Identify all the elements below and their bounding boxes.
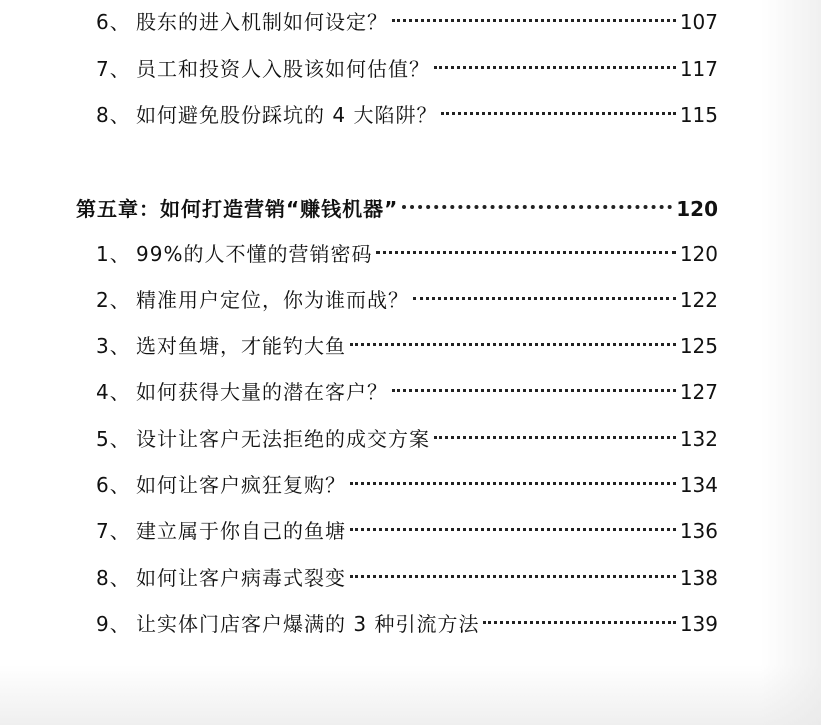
toc-entry[interactable] (96, 99, 718, 128)
entry-number: 4、 (96, 380, 131, 404)
entry-number: 8、 (96, 103, 131, 127)
entry-title: 99%的人不懂的营销密码 (136, 242, 373, 266)
entry-title: 让实体门店客户爆满的 3 种引流方法 (136, 612, 480, 636)
toc-entry[interactable] (96, 53, 718, 82)
toc-entry[interactable] (96, 330, 718, 359)
toc-entry[interactable] (96, 608, 718, 637)
entry-title: 精准用户定位，你为谁而战？ (136, 288, 409, 312)
dot-leader (434, 436, 676, 439)
entry-page-number: 125 (679, 334, 718, 358)
dot-leader (402, 205, 672, 209)
entry-number: 7、 (96, 57, 131, 81)
entry-number: 6、 (96, 10, 131, 34)
toc-entry[interactable] (96, 284, 718, 313)
chapter-title: 第五章：如何打造营销“赚钱机器” (76, 197, 399, 221)
entry-number: 8、 (96, 566, 131, 590)
toc-entry[interactable] (96, 469, 718, 498)
entry-number: 1、 (96, 242, 131, 266)
entry-number: 5、 (96, 427, 131, 451)
entry-page-number: 122 (679, 288, 718, 312)
toc-entry[interactable] (96, 562, 718, 591)
toc-entry[interactable] (96, 238, 718, 267)
entry-title: 如何获得大量的潜在客户？ (136, 380, 388, 404)
entry-number: 6、 (96, 473, 131, 497)
chapter-heading[interactable] (76, 193, 718, 222)
entry-number: 9、 (96, 612, 131, 636)
entry-title: 如何避免股份踩坑的 4 大陷阱？ (136, 103, 438, 127)
dot-leader (350, 528, 676, 531)
toc-entry[interactable] (96, 376, 718, 405)
entry-page-number: 117 (679, 57, 718, 81)
entry-page-number: 138 (679, 566, 718, 590)
dot-leader (350, 575, 676, 578)
entry-title: 股东的进入机制如何设定？ (136, 10, 388, 34)
chapter-page-number: 120 (676, 197, 718, 221)
entry-page-number: 132 (679, 427, 718, 451)
entry-page-number: 120 (679, 242, 718, 266)
toc-entry[interactable] (96, 515, 718, 544)
entry-title: 选对鱼塘，才能钓大鱼 (136, 334, 346, 358)
dot-leader (434, 66, 676, 69)
entry-number: 2、 (96, 288, 131, 312)
entry-page-number: 127 (679, 380, 718, 404)
dot-leader (350, 482, 676, 485)
page-bottom-shadow (0, 665, 821, 725)
entry-title: 如何让客户病毒式裂变 (136, 566, 346, 590)
entry-page-number: 136 (679, 519, 718, 543)
toc-entry[interactable] (96, 423, 718, 452)
dot-leader (376, 251, 675, 254)
entry-title: 员工和投资人入股该如何估值？ (136, 57, 430, 81)
entry-number: 7、 (96, 519, 131, 543)
entry-page-number: 115 (679, 103, 718, 127)
dot-leader (392, 19, 676, 22)
dot-leader (441, 112, 675, 115)
toc-entry[interactable] (96, 6, 718, 35)
dot-leader (413, 297, 676, 300)
dot-leader (483, 621, 675, 624)
entry-number: 3、 (96, 334, 131, 358)
entry-title: 设计让客户无法拒绝的成交方案 (136, 427, 430, 451)
entry-title: 建立属于你自己的鱼塘 (136, 519, 346, 543)
entry-page-number: 139 (679, 612, 718, 636)
entry-title: 如何让客户疯狂复购？ (136, 473, 346, 497)
page-edge-shadow (761, 0, 821, 725)
dot-leader (350, 343, 676, 346)
dot-leader (392, 389, 676, 392)
entry-page-number: 107 (679, 10, 718, 34)
entry-page-number: 134 (679, 473, 718, 497)
